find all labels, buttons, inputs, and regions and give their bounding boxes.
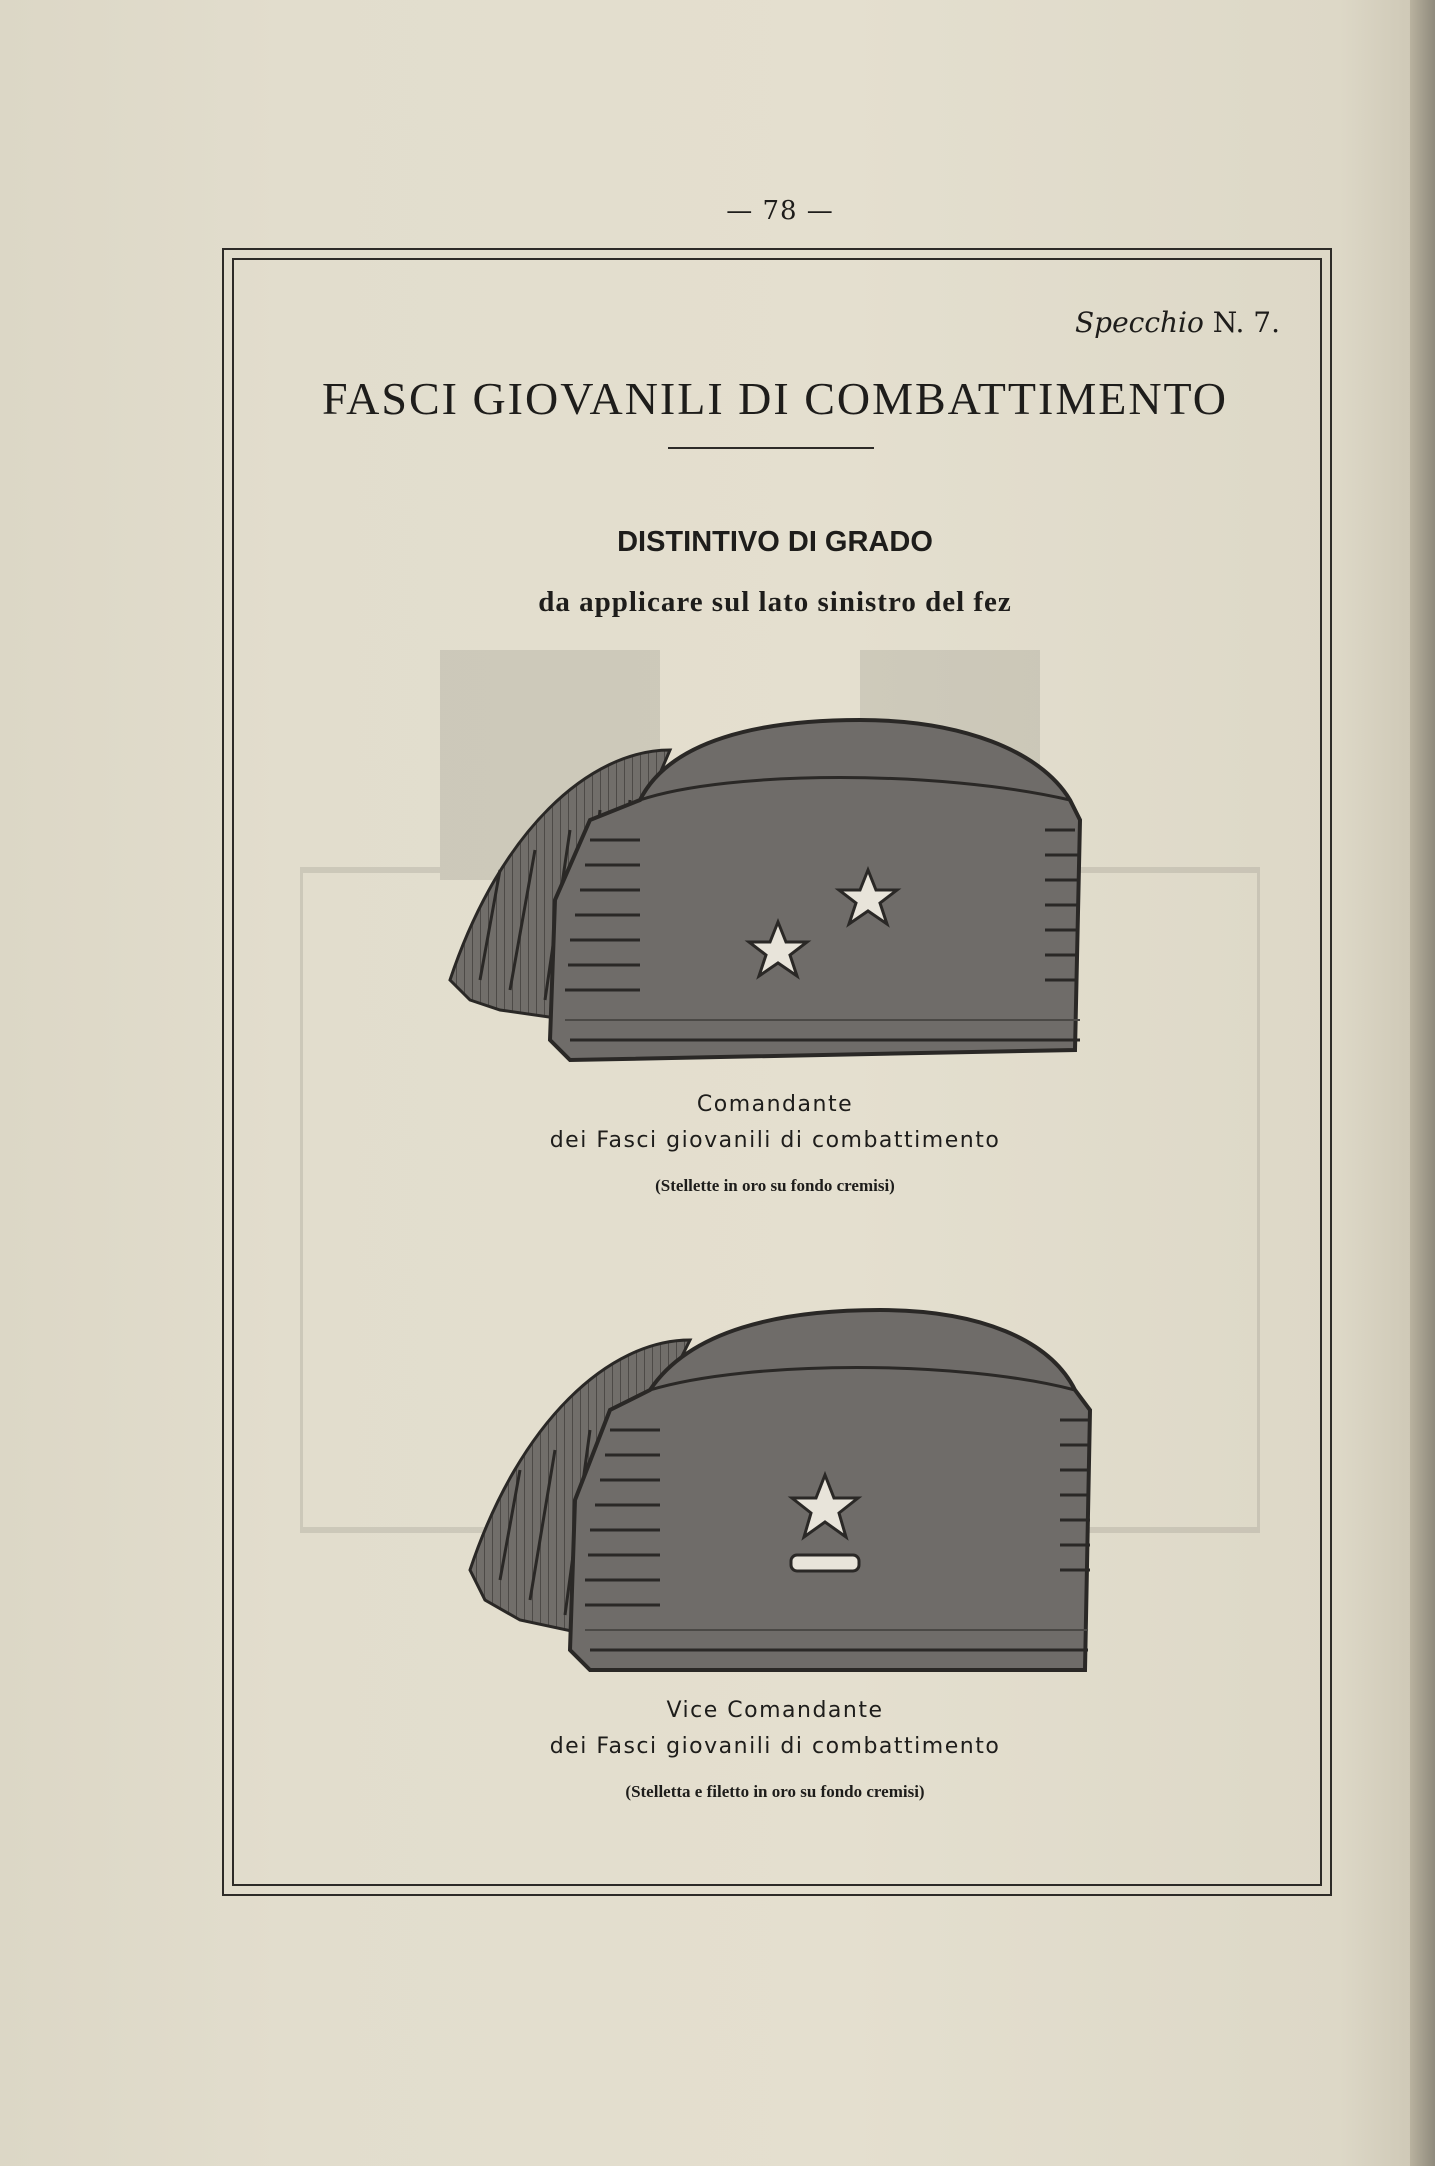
caption-note-2: (Stelletta e filetto in oro su fondo cremisi)	[625, 1782, 925, 1801]
subtitle: DISTINTIVO DI GRADO	[617, 526, 933, 558]
page-number: — 78 —	[726, 196, 834, 226]
caption-rank-2: Vice Comandante	[666, 1698, 884, 1723]
page-title: FASCI GIOVANILI DI COMBATTIMENTO	[321, 373, 1229, 424]
rank-bar-icon	[791, 1555, 859, 1571]
caption-unit-2: dei Fasci giovanili di combattimento	[549, 1734, 1001, 1759]
fez-illustration-vice-comandante	[460, 1300, 1110, 1680]
fez-illustration-comandante	[440, 700, 1090, 1070]
subtitle-placement: da applicare sul lato sinistro del fez	[538, 586, 1012, 618]
page-edge	[1410, 0, 1435, 2166]
specchio-word: Specchio	[1074, 306, 1204, 339]
caption-unit-1: dei Fasci giovanili di combattimento	[549, 1128, 1001, 1153]
title-divider	[668, 447, 874, 449]
specchio-number: N. 7.	[1212, 306, 1280, 339]
caption-rank-1: Comandante	[696, 1092, 854, 1117]
caption-note-1: (Stellette in oro su fondo cremisi)	[655, 1176, 895, 1195]
specchio-label	[1040, 306, 1280, 339]
